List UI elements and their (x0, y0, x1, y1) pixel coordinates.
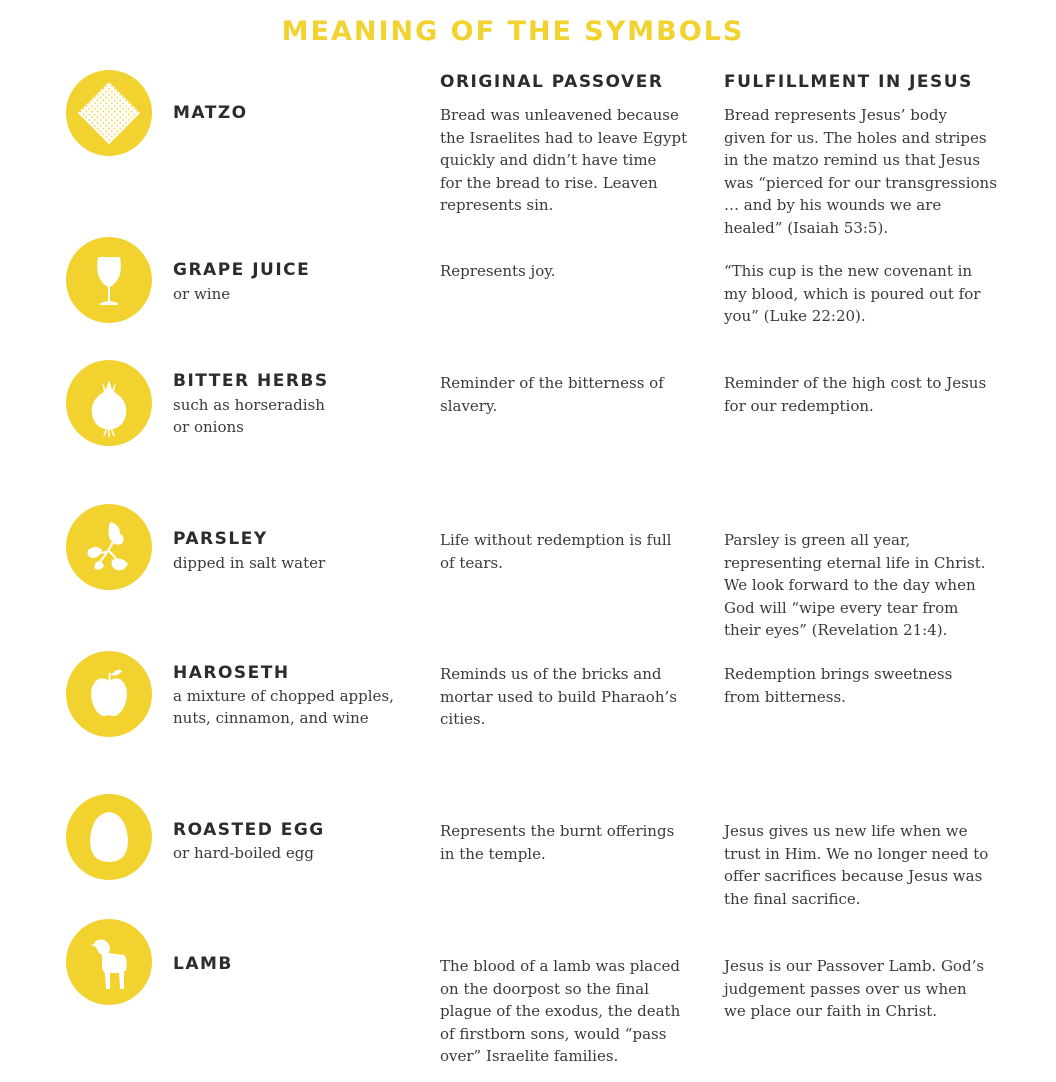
egg-icon (66, 794, 152, 880)
original-text: Bread was unleavened because the Israelites had to leave Egypt quickly and didn’t have time for the bread to rise. Leaven represents sin. (440, 106, 688, 214)
apple-icon (66, 651, 152, 737)
original-text: Represents joy. (440, 262, 556, 280)
onion-icon (66, 360, 152, 446)
column-header-original: ORIGINAL PASSOVER (440, 72, 664, 92)
symbol-subtitle: dipped in salt water (173, 554, 326, 572)
fulfillment-text: Jesus is our Passover Lamb. God’s judgement passes over us when we place our faith in Christ. (724, 957, 985, 1020)
symbol-name: LAMB (173, 954, 233, 974)
parsley-icon (66, 504, 152, 590)
column-header-fulfillment: FULFILLMENT IN JESUS (724, 72, 973, 92)
fulfillment-text: Redemption brings sweetness from bitterness. (724, 665, 953, 706)
original-text: The blood of a lamb was placed on the doorpost so the final plague of the exodus, the death of firstborn sons, would “pass over” Israelite families. (440, 957, 681, 1065)
symbol-subtitle: or wine (173, 285, 231, 303)
original-text: Represents the burnt offerings in the temple. (440, 822, 675, 863)
symbol-subtitle: or hard-boiled egg (173, 844, 314, 862)
symbol-name: GRAPE JUICE (173, 260, 311, 280)
symbol-name: PARSLEY (173, 529, 268, 549)
symbol-subtitle: such as horseradish or onions (173, 396, 325, 436)
symbol-name: MATZO (173, 103, 248, 123)
fulfillment-text: Bread represents Jesus’ body given for us. The holes and stripes in the matzo remind us that Jesus was “pierced for our transgressions … and by his wounds we are healed” (Isaiah 53:5). (724, 106, 997, 237)
symbol-name: HAROSETH (173, 663, 290, 683)
fulfillment-text: Parsley is green all year, representing eternal life in Christ. We look forward to the day when God will “wipe every tear from their eyes” (Revelation 21:4). (724, 531, 986, 639)
matzo-icon (66, 70, 152, 156)
symbol-name: BITTER HERBS (173, 371, 329, 391)
fulfillment-text: “This cup is the new covenant in my blood, which is poured out for you” (Luke 22:20). (724, 262, 981, 325)
original-text: Life without redemption is full of tears. (440, 531, 672, 572)
lamb-icon (66, 919, 152, 1005)
original-text: Reminder of the bitterness of slavery. (440, 374, 664, 415)
original-text: Reminds us of the bricks and mortar used to build Pharaoh’s cities. (440, 665, 677, 728)
symbol-name: ROASTED EGG (173, 820, 325, 840)
page-title: MEANING OF THE SYMBOLS (281, 16, 745, 47)
fulfillment-text: Reminder of the high cost to Jesus for our redemption. (724, 374, 987, 415)
fulfillment-text: Jesus gives us new life when we trust in Him. We no longer need to offer sacrifices because Jesus was the final sacrifice. (724, 822, 989, 908)
wine-glass-icon (66, 237, 152, 323)
symbol-subtitle: a mixture of chopped apples, nuts, cinnamon, and wine (173, 687, 394, 727)
